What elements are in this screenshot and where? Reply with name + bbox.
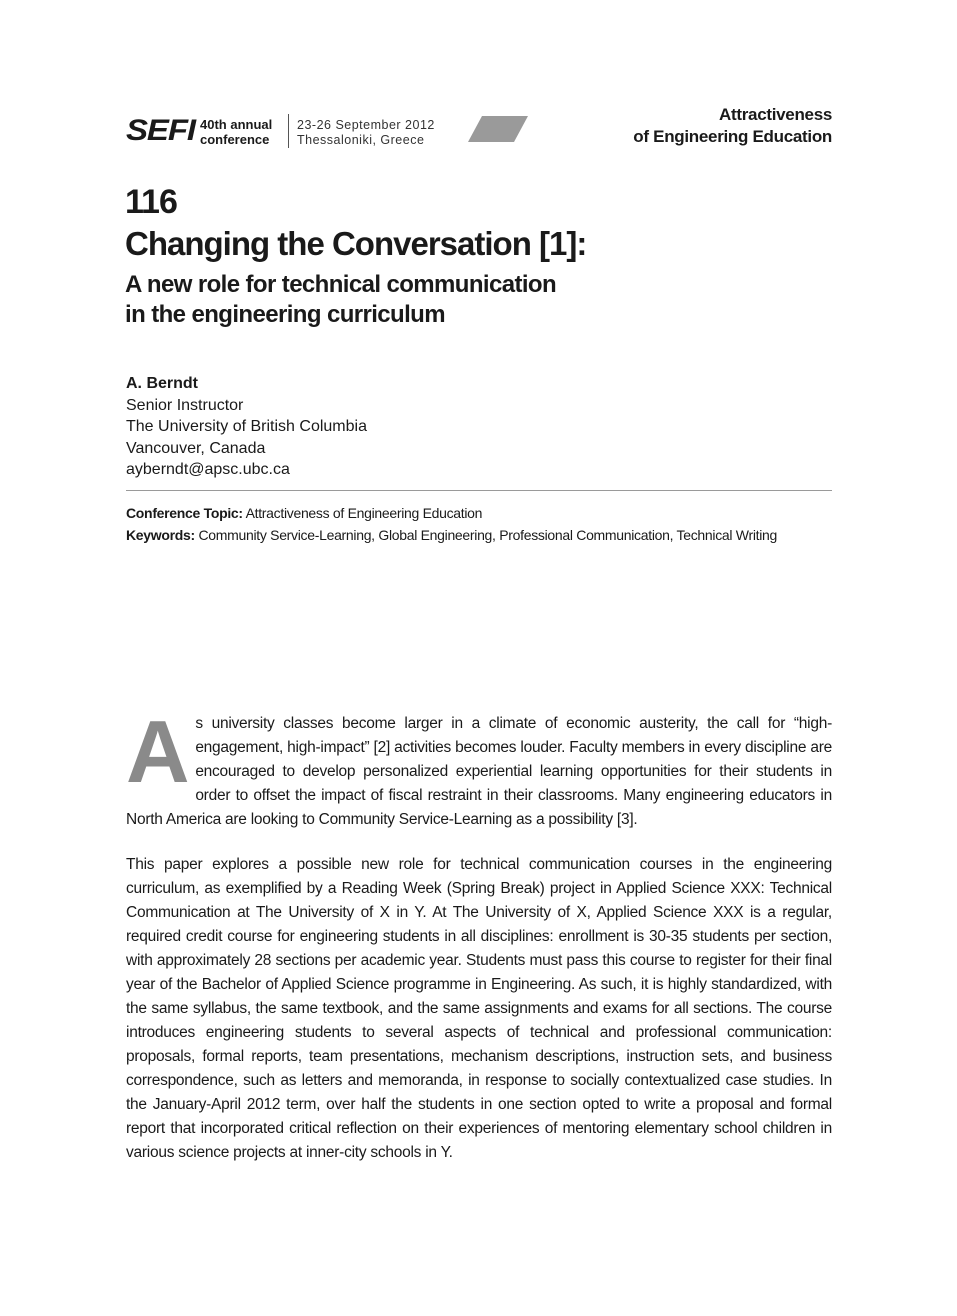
subtitle-line-2: in the engineering curriculum bbox=[125, 301, 445, 328]
author-institution: The University of British Columbia bbox=[126, 418, 367, 435]
paragraph-1-text: s university classes become larger in a climate of economic austerity, the call for “high-engagement, high-impact” [2] activities becomes louder. Faculty members in every discipline are encouraged to develop personalized experiential learning opportunities for their students in order to offset the impact of fiscal restraint in their classrooms. Many engineering educators in North America are looking to Community Service-Learning as a possibility [3]. bbox=[126, 715, 832, 828]
conference-location: Thessaloniki, Greece bbox=[297, 133, 425, 147]
paper-subtitle bbox=[125, 270, 625, 330]
drop-cap: A bbox=[126, 702, 190, 801]
topic-value: Attractiveness of Engineering Education bbox=[245, 505, 483, 521]
paper-metadata bbox=[126, 502, 777, 546]
sefi-logo: SEFI bbox=[126, 114, 195, 147]
conference-dates: 23-26 September 2012 bbox=[297, 118, 435, 132]
author-email: ayberndt@apsc.ubc.ca bbox=[126, 461, 290, 478]
page-header bbox=[126, 104, 832, 154]
body-paragraph-2: This paper explores a possible new role for technical communication courses in the engineering curriculum, as exemplified by a Reading Week (Spring Break) project in Applied Science XXX: Technical Communication at The University of X in Y. At The University of X, Applied Science XXX is a regular, required credit course for engineering students in all disciplines: enrollment is 30-35 students per section, with approximately 28 sections per academic year. Students must pass this course to register for their final year of the Bachelor of Applied Science programme in Engineering. As such, it is highly standardized, with the same syllabus, the same textbook, and the same assignments and exams for all sections. The course introduces engineering students to several aspects of technical and professional communication: proposals, formal reports, team presentations, mechanism descriptions, instruction sets, and business correspondence, such as letters and memoranda, in response to socially contextualized case studies. In the January-April 2012 term, over half the students in one section opted to write a proposal and formal report that incorporated critical reflection on their experiences of mentoring elementary school children in various science projects at inner-city schools in Y. bbox=[126, 856, 832, 1161]
header-divider bbox=[288, 114, 289, 148]
section-line-2: of Engineering Education bbox=[633, 127, 832, 146]
author-name: A. Berndt bbox=[126, 375, 198, 392]
paper-title: Changing the Conversation [1]: bbox=[125, 225, 587, 262]
body-paragraph-1 bbox=[126, 702, 832, 832]
author-location: Vancouver, Canada bbox=[126, 439, 266, 457]
subtitle-line-1: A new role for technical communication bbox=[125, 271, 557, 298]
author-position: Senior Instructor bbox=[126, 396, 244, 414]
keywords-line bbox=[126, 524, 777, 546]
conference-dates-block bbox=[297, 118, 435, 148]
conference-line-1: 40th annual bbox=[200, 117, 273, 132]
author-block bbox=[126, 373, 367, 481]
topic-label: Conference Topic: bbox=[126, 505, 243, 521]
paper-number: 116 bbox=[125, 183, 177, 221]
conference-line-2: conference bbox=[200, 132, 270, 147]
conference-topic-line bbox=[126, 502, 777, 524]
keywords-value: Community Service-Learning, Global Engineering, Professional Communication, Technical Writing bbox=[198, 527, 778, 543]
conference-label bbox=[200, 117, 272, 147]
section-line-1: Attractiveness bbox=[719, 105, 832, 124]
keywords-label: Keywords: bbox=[126, 527, 195, 543]
horizontal-rule bbox=[126, 490, 832, 491]
section-heading bbox=[633, 104, 832, 148]
decorative-slant-shape bbox=[468, 116, 528, 142]
